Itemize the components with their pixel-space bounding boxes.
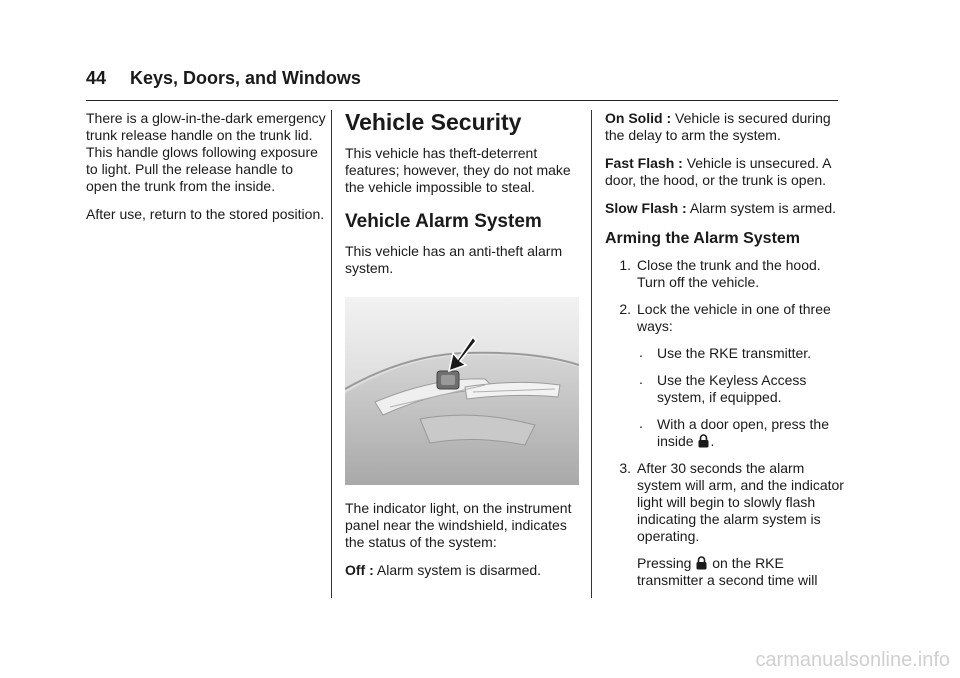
bullet: . (639, 344, 643, 360)
list-item (605, 257, 845, 291)
step-continuation (637, 555, 845, 589)
status-fast-flash (605, 155, 845, 189)
list-item (637, 416, 845, 450)
bullet: . (639, 415, 643, 431)
column-middle (345, 108, 585, 590)
column-right (605, 110, 845, 599)
steps-list (605, 257, 845, 589)
page-number: 44 (86, 68, 107, 88)
step-number: 1. (619, 257, 631, 273)
term-slow-flash: Slow Flash : (605, 200, 687, 216)
definition-slow-flash: Alarm system is armed. (689, 200, 837, 216)
term-off: Off : (345, 562, 374, 578)
bullet-text: Use the RKE transmitter. (657, 345, 812, 361)
paragraph: After use, return to the stored position. (86, 206, 325, 222)
step-number: 2. (619, 301, 631, 317)
column-divider (331, 110, 332, 598)
term-fast-flash: Fast Flash : (605, 155, 683, 171)
paragraph: This vehicle has an anti-theft alarm system. (345, 243, 563, 276)
list-item (637, 372, 845, 406)
step-number: 3. (619, 460, 631, 476)
status-slow-flash (605, 200, 845, 217)
step-text: Lock the vehicle in one of three ways: (637, 301, 831, 334)
term-on-solid: On Solid : (605, 110, 672, 126)
status-on-solid (605, 110, 845, 144)
column-left (86, 110, 326, 234)
page-header (86, 68, 838, 101)
alarm-indicator-illustration (345, 297, 579, 485)
watermark: carmanualsonline.info (755, 649, 950, 671)
bullet: . (639, 371, 643, 387)
heading-arming-alarm: Arming the Alarm System (605, 230, 801, 247)
paragraph: There is a glow-in-the-dark emergency trunk release handle on the trunk lid. This handle glows following exposure to light. Pull the release handle to open the trunk from the inside. (86, 110, 326, 194)
continuation-text: Pressing (637, 555, 692, 571)
definition-fast-flash: Vehicle is unsecured. A door, the hood, or the trunk is open. (605, 155, 831, 188)
heading-vehicle-alarm-system: Vehicle Alarm System (345, 211, 542, 232)
heading-vehicle-security: Vehicle Security (345, 109, 522, 135)
definition-on-solid: Vehicle is secured during the delay to arm the system. (605, 110, 831, 143)
lock-icon (696, 556, 707, 570)
section-title: Keys, Doors, and Windows (130, 68, 361, 88)
list-item (605, 460, 845, 589)
column-divider (591, 110, 592, 598)
step-text: After 30 seconds the alarm system will arm, and the indicator light will begin to slowly flash indicating the alarm system is operating. (637, 460, 844, 544)
list-item (605, 301, 845, 450)
bullet-list (637, 345, 845, 450)
definition-off: Alarm system is disarmed. (376, 562, 542, 578)
paragraph: The indicator light, on the instrument panel near the windshield, indicates the status of the system: (345, 500, 572, 550)
bullet-text-end: . (710, 433, 715, 449)
bullet-text: With a door open, press the inside (657, 416, 829, 449)
continuation-text: on the RKE transmitter a second time will (637, 555, 818, 588)
status-off (345, 562, 585, 579)
bullet-text: Use the Keyless Access system, if equipped. (657, 372, 807, 405)
list-item (637, 345, 845, 362)
lock-icon (698, 434, 709, 448)
paragraph: This vehicle has theft-deterrent features; however, they do not make the vehicle impossible to steal. (345, 145, 571, 195)
step-text: Close the trunk and the hood. Turn off the vehicle. (637, 257, 821, 290)
